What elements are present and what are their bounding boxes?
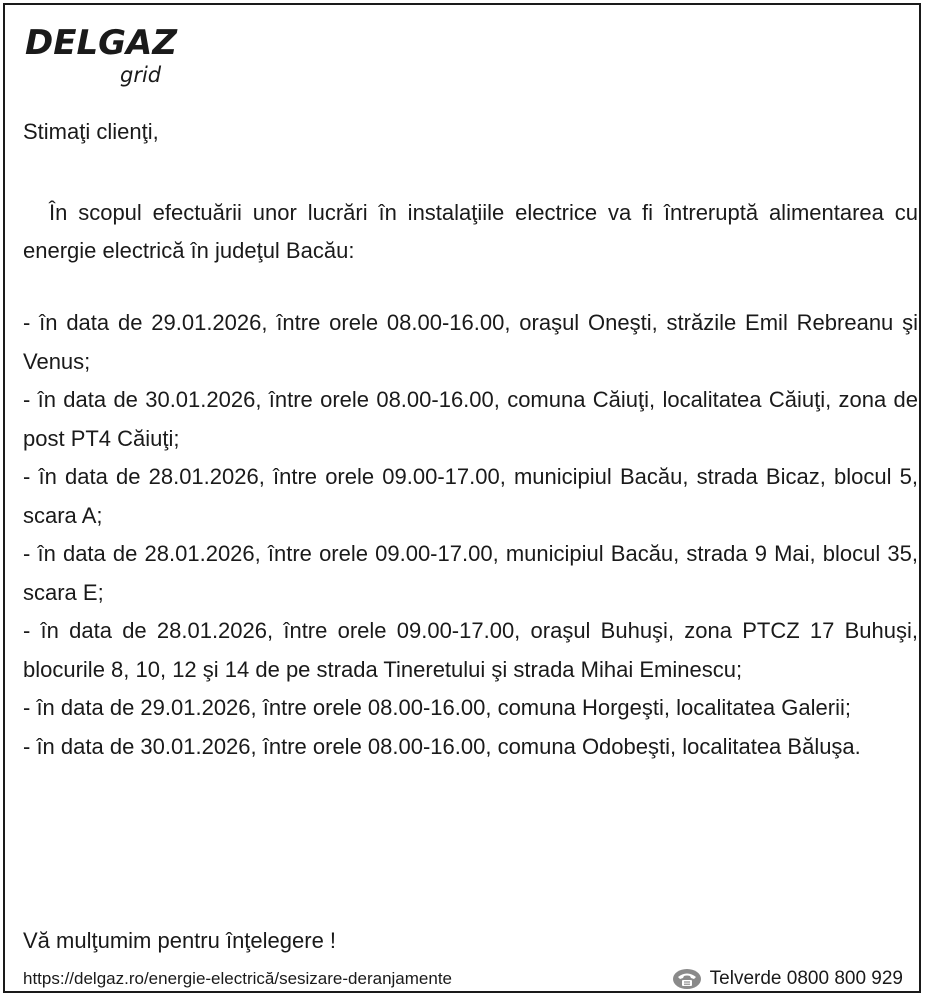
greeting: Stimaţi clienţi, [23,119,159,144]
footer-phone [672,965,903,993]
delgaz-grid-logo [25,23,195,89]
outage-item: - în data de 28.01.2026, între orele 09.00-17.00, municipiul Bacău, strada 9 Mai, blocul 35, scara E; [23,541,918,605]
notice-frame [3,3,921,993]
outage-item: - în data de 30.01.2026, între orele 08.00-16.00, comuna Odobeşti, localitatea Băluşa. [23,733,861,759]
outage-item: - în data de 28.01.2026, între orele 09.00-17.00, municipiul Bacău, strada Bicaz, blocul 5, scara A; [23,464,918,528]
phone-number[interactable]: Telverde 0800 800 929 [709,968,903,989]
closing-line: Vă mulţumim pentru înţelegere ! [23,928,337,953]
outage-item: - în data de 29.01.2026, între orele 08.00-16.00, comuna Horgeşti, localitatea Galerii; [23,695,851,720]
outage-item: - în data de 29.01.2026, între orele 08.00-16.00, oraşul Oneşti, străzile Emil Rebreanu şi Venus; [23,310,918,374]
outage-item: - în data de 28.01.2026, între orele 09.00-17.00, oraşul Buhuşi, zona PTCZ 17 Buhuşi, blocurile 8, 10, 12 şi 14 de pe strada Tineretului şi strada Mihai Eminescu; [23,618,918,682]
footer-url-link[interactable]: https://delgaz.ro/energie-electrică/sesizare-deranjamente [23,969,453,988]
telephone-icon [672,968,702,990]
logo-subtitle: grid [120,63,162,87]
logo-wordmark: DELGAZ [25,23,177,63]
intro-paragraph: În scopul efectuării unor lucrări în instalaţiile electrice va fi întreruptă alimentarea cu energie electrică în judeţul Bacău: [23,200,918,263]
outage-item: - în data de 30.01.2026, între orele 08.00-16.00, comuna Căiuţi, localitatea Căiuţi, zona de post PT4 Căiuţi; [23,387,918,451]
outage-list [23,304,918,766]
